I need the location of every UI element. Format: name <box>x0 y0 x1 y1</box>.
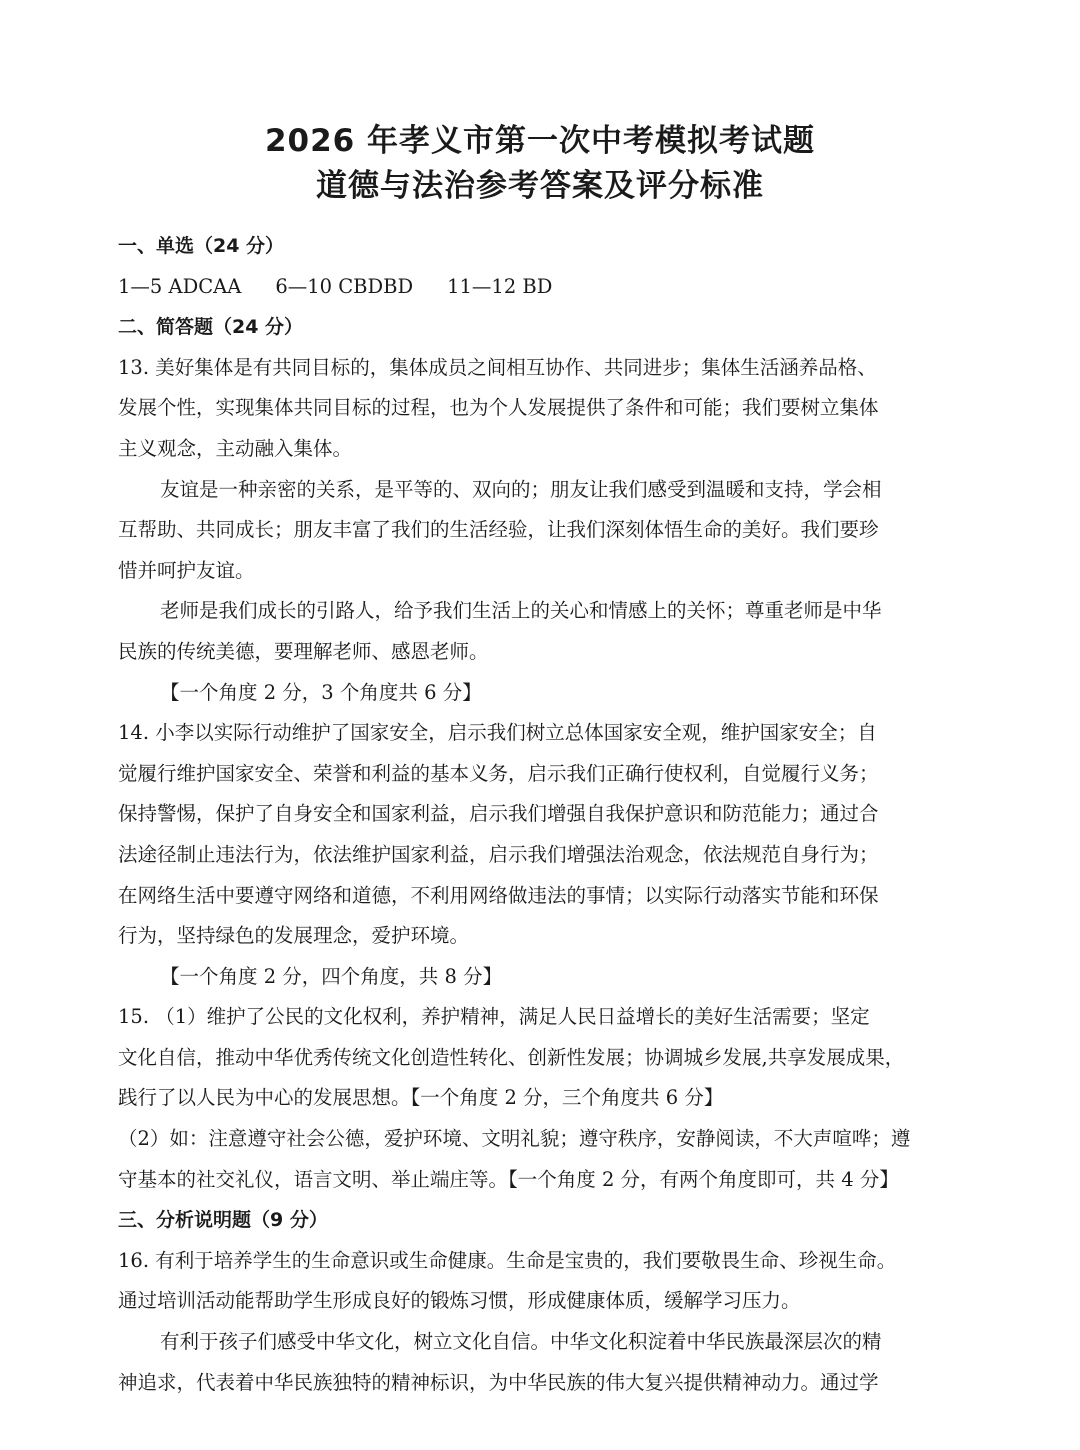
document-subtitle: 道德与法治参考答案及评分标准 <box>316 168 764 204</box>
q13-line: 13. 美好集体是有共同目标的，集体成员之间相互协作、共同进步；集体生活涵养品格、 <box>118 355 877 379</box>
answers-11-12: 11—12 BD <box>447 274 553 298</box>
section-heading-analysis: 三、分析说明题（9 分） <box>118 1209 328 1232</box>
answers-6-10: 6—10 CBDBD <box>275 274 414 298</box>
answers-1-5: 1—5 ADCAA <box>118 274 242 298</box>
q14-line: 法途径制止违法行为，依法维护国家利益，启示我们增强法治观念，依法规范自身行为； <box>118 842 879 866</box>
q15-line: 践行了以人民为中心的发展思想。【一个角度 2 分，三个角度共 6 分】 <box>118 1086 724 1110</box>
q15-line: 文化自信，推动中华优秀传统文化创造性转化、创新性发展；协调城乡发展,共享发展成果， <box>118 1045 905 1069</box>
document-body <box>118 226 968 1403</box>
q15-line: 15. （1）维护了公民的文化权利，养护精神，满足人民日益增长的美好生活需要；坚定 <box>118 1005 870 1029</box>
q13-paragraph-line: 友谊是一种亲密的关系，是平等的、双向的；朋友让我们感受到温暖和支持，学会相 <box>160 477 882 501</box>
q16-paragraph-line: 神追求，代表着中华民族独特的精神标识，为中华民族的伟大复兴提供精神动力。通过学 <box>118 1370 879 1394</box>
q14-line: 保持警惕，保护了自身安全和国家利益，启示我们增强自我保护意识和防范能力；通过合 <box>118 802 879 826</box>
q15-line: 守基本的社交礼仪，语言文明、举止端庄等。【一个角度 2 分，有两个角度即可，共 4 分】 <box>118 1167 899 1191</box>
q14-scoring-note: 【一个角度 2 分，四个角度，共 8 分】 <box>160 964 503 988</box>
q13-paragraph-line: 互帮助、共同成长；朋友丰富了我们的生活经验，让我们深刻体悟生命的美好。我们要珍 <box>118 518 879 542</box>
q13-line: 主义观念，主动融入集体。 <box>118 436 353 460</box>
section-heading-short-answer: 二、简答题（24 分） <box>118 316 304 339</box>
q13-paragraph-line: 老师是我们成长的引路人，给予我们生活上的关心和情感上的关怀；尊重老师是中华 <box>160 599 882 623</box>
q13-paragraph-line: 惜并呵护友谊。 <box>118 558 255 582</box>
q15-line: （2）如：注意遵守社会公德，爱护环境、文明礼貌；遵守秩序，安静阅读，不大声喧哗；遵 <box>118 1127 911 1151</box>
q13-scoring-note: 【一个角度 2 分，3 个角度共 6 分】 <box>160 680 482 704</box>
section-heading-single-choice: 一、单选（24 分） <box>118 235 285 257</box>
document-title: 2026 年孝义市第一次中考模拟考试题 <box>264 123 816 159</box>
q13-paragraph-line: 民族的传统美德，要理解老师、感恩老师。 <box>118 639 489 663</box>
q14-line: 觉履行维护国家安全、荣誉和利益的基本义务，启示我们正确行使权利，自觉履行义务； <box>118 761 879 785</box>
q16-line: 16. 有利于培养学生的生命意识或生命健康。生命是宝贵的，我们要敬畏生命、珍视生命。 <box>118 1248 897 1272</box>
q16-line: 通过培训活动能帮助学生形成良好的锻炼习惯，形成健康体质，缓解学习压力。 <box>118 1289 801 1313</box>
q13-line: 发展个性，实现集体共同目标的过程，也为个人发展提供了条件和可能；我们要树立集体 <box>118 396 879 420</box>
q14-line: 在网络生活中要遵守网络和道德，不利用网络做违法的事情；以实际行动落实节能和环保 <box>118 883 879 907</box>
q14-line: 行为，坚持绿色的发展理念，爱护环境。 <box>118 924 470 948</box>
q14-line: 14. 小李以实际行动维护了国家安全，启示我们树立总体国家安全观，维护国家安全；自 <box>118 721 877 745</box>
single-choice-answers <box>118 267 968 308</box>
q16-paragraph-line: 有利于孩子们感受中华文化，树立文化自信。中华文化积淀着中华民族最深层次的精 <box>160 1330 882 1354</box>
